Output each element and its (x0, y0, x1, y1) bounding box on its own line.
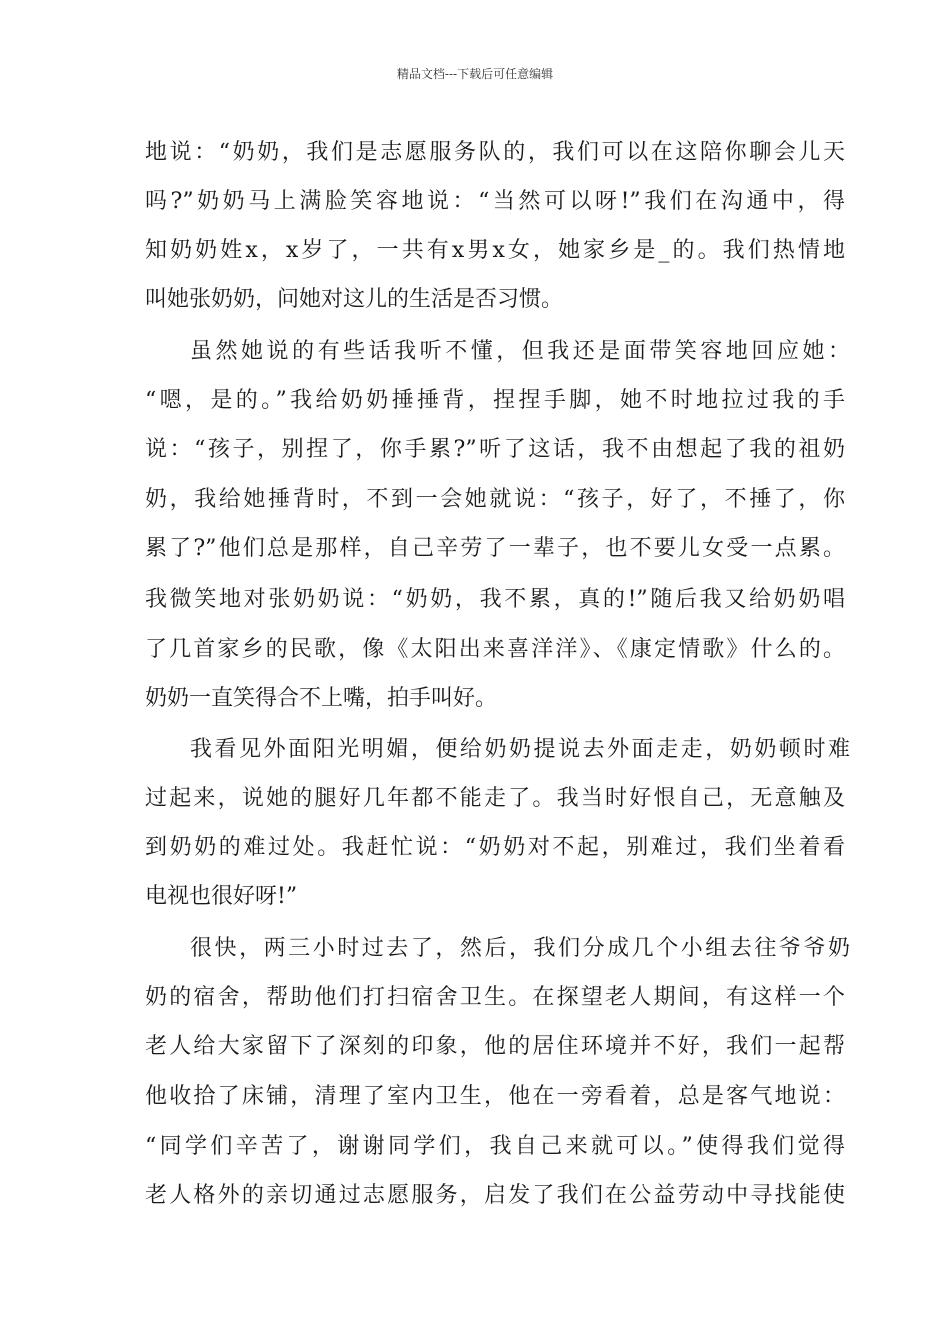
text-line: 过起来，说她的腿好几年都不能走了。我当时好恨自己，无意触及 (145, 786, 845, 811)
text-line: 奶奶一直笑得合不上嘴，拍手叫好。 (145, 686, 498, 711)
text-line: 我微笑地对张奶奶说：“奶奶，我不累，真的!”随后我又给奶奶唱 (145, 587, 845, 612)
text-line: 奶的宿舍，帮助他们打扫宿舍卫生。在探望老人期间，有这样一个 (145, 985, 845, 1010)
text-line: 知奶奶姓x，x岁了，一共有x男x女，她家乡是_的。我们热情地 (145, 238, 845, 263)
paragraph-first-line: 虽然她说的有些话我听不懂，但我还是面带笑容地回应她： (190, 339, 850, 364)
paragraph-first-line: 很快，两三小时过去了，然后，我们分成几个小组去往爷爷奶 (190, 936, 850, 961)
text-line: 地说：“奶奶，我们是志愿服务队的，我们可以在这陪你聊会儿天 (145, 140, 845, 165)
text-line: 奶，我给她捶背时，不到一会她就说：“孩子，好了，不捶了，你 (145, 487, 845, 512)
paragraph-first-line: 我看见外面阳光明媚，便给奶奶提说去外面走走，奶奶顿时难 (190, 737, 850, 762)
text-line: 电视也很好呀!” (145, 884, 298, 909)
text-line: “嗯，是的。”我给奶奶捶捶背，捏捏手脚，她不时地拉过我的手 (145, 388, 845, 413)
text-line: 说：“孩子，别捏了，你手累?”听了这话，我不由想起了我的祖奶 (145, 437, 845, 462)
page-header: 精品文档---下载后可任意编辑 (396, 67, 554, 81)
text-line: 老人给大家留下了深刻的印象，他的居住环境并不好，我们一起帮 (145, 1034, 845, 1059)
text-line: 吗?”奶奶马上满脸笑容地说：“当然可以呀!”我们在沟通中，得 (145, 189, 845, 214)
text-line: 了几首家乡的民歌，像《太阳出来喜洋洋》、《康定情歌》什么的。 (145, 637, 845, 662)
text-line: 叫她张奶奶，问她对这儿的生活是否习惯。 (145, 287, 564, 312)
text-line: 到奶奶的难过处。我赶忙说：“奶奶对不起，别难过，我们坐着看 (145, 835, 845, 860)
text-line: “同学们辛苦了，谢谢同学们，我自己来就可以。”使得我们觉得 (145, 1134, 845, 1159)
text-line: 老人格外的亲切通过志愿服务，启发了我们在公益劳动中寻找能使 (145, 1183, 845, 1208)
text-line: 累了?”他们总是那样，自己辛劳了一辈子，也不要儿女受一点累。 (145, 536, 845, 561)
text-line: 他收拾了床铺，清理了室内卫生，他在一旁看着，总是客气地说： (145, 1084, 845, 1109)
